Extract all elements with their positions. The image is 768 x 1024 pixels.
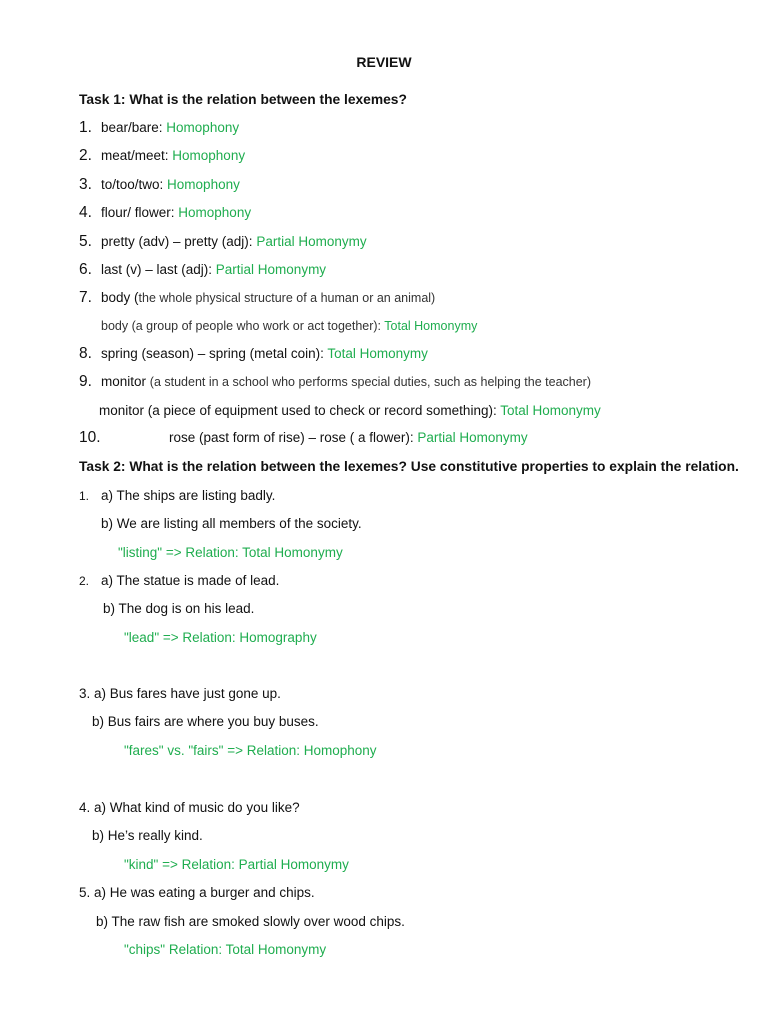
item-text: pretty (adv) – pretty (adj): — [101, 234, 257, 249]
task2-answer: "listing" => Relation: Total Homonymy — [118, 545, 343, 560]
item-number: 9. — [79, 373, 92, 390]
item-number: 8. — [79, 345, 92, 362]
sentence-a: 3. a) Bus fares have just gone up. — [79, 686, 281, 701]
item-text: last (v) – last (adj): — [101, 262, 216, 277]
task1-item-9 — [79, 373, 591, 391]
sentence-b: b) The raw fish are smoked slowly over wood chips. — [96, 914, 405, 929]
item-text: to/too/two: — [101, 177, 168, 192]
page-title: REVIEW — [356, 54, 412, 70]
task1-item-2 — [79, 147, 245, 165]
item-number: 2. — [79, 574, 90, 588]
item-number: 6. — [79, 261, 92, 278]
task1-heading: Task 1: What is the relation between the lexemes? — [79, 92, 407, 107]
item-answer: Total Homonymy — [384, 319, 478, 333]
sentence-b: b) The dog is on his lead. — [103, 601, 255, 616]
item-number: 1. — [79, 119, 92, 136]
item-text: monitor — [101, 374, 150, 389]
sentence-a: 4. a) What kind of music do you like? — [79, 800, 300, 815]
task1-item-8 — [79, 345, 428, 363]
item-answer: Partial Homonymy — [417, 430, 528, 445]
item-number: 7. — [79, 289, 92, 306]
sentence-a: a) The statue is made of lead. — [101, 573, 280, 588]
item-definition: (a student in a school who performs special duties, such as helping the teacher) — [149, 375, 591, 389]
item-text: body ( — [101, 290, 139, 305]
task1-item-1 — [79, 119, 239, 137]
item-answer: Partial Homonymy — [215, 262, 327, 277]
task2-answer: "chips" Relation: Total Homonymy — [124, 942, 327, 957]
item-number: 4. — [79, 204, 92, 221]
task1-item-7 — [79, 289, 435, 307]
sentence-b: b) Bus fairs are where you buy buses. — [92, 714, 319, 729]
item-answer: Homophony — [166, 120, 240, 135]
item-answer: Homophony — [178, 205, 252, 220]
item-definition: the whole physical structure of a human or an animal) — [138, 291, 436, 305]
item-text: monitor (a piece of equipment used to check or record something): — [99, 403, 501, 418]
sentence-a: a) The ships are listing badly. — [101, 488, 276, 503]
item-number: 1. — [79, 489, 90, 503]
item-answer: Total Homonymy — [500, 403, 601, 418]
task2-answer: "fares" vs. "fairs" => Relation: Homophony — [124, 743, 377, 758]
task1-item-7b — [101, 317, 477, 335]
sentence-b: b) He’s really kind. — [92, 828, 203, 843]
item-number: 2. — [79, 147, 92, 164]
item-number: 5. — [79, 233, 92, 250]
task2-item-1a — [79, 487, 275, 505]
item-number: 10. — [79, 429, 101, 446]
item-text: flour/ flower: — [101, 205, 179, 220]
task1-item-4 — [79, 204, 251, 222]
task2-item-2a — [79, 572, 279, 590]
task1-item-6 — [79, 261, 326, 279]
item-answer: Homophony — [167, 177, 240, 192]
task2-answer: "kind" => Relation: Partial Homonymy — [124, 857, 349, 872]
item-text: rose (past form of rise) – rose ( a flower): — [169, 430, 418, 445]
item-answer: Partial Homonymy — [256, 234, 367, 249]
item-answer: Total Homonymy — [327, 346, 428, 361]
item-text: spring (season) – spring (metal coin): — [101, 346, 328, 361]
task1-item-10 — [79, 429, 528, 447]
task1-item-3 — [79, 176, 240, 194]
sentence-a: 5. a) He was eating a burger and chips. — [79, 885, 315, 900]
task1-item-5 — [79, 233, 367, 251]
item-text: body (a group of people who work or act together): — [101, 319, 385, 333]
item-text: meat/meet: — [101, 148, 173, 163]
item-text: bear/bare: — [101, 120, 167, 135]
item-number: 3. — [79, 176, 92, 193]
sentence-b: b) We are listing all members of the society. — [101, 516, 362, 531]
task2-answer: "lead" => Relation: Homography — [124, 630, 317, 645]
item-answer: Homophony — [172, 148, 246, 163]
task1-item-9b — [99, 402, 601, 420]
task2-heading: Task 2: What is the relation between the lexemes? Use constitutive properties to explain the relation. — [79, 459, 739, 474]
